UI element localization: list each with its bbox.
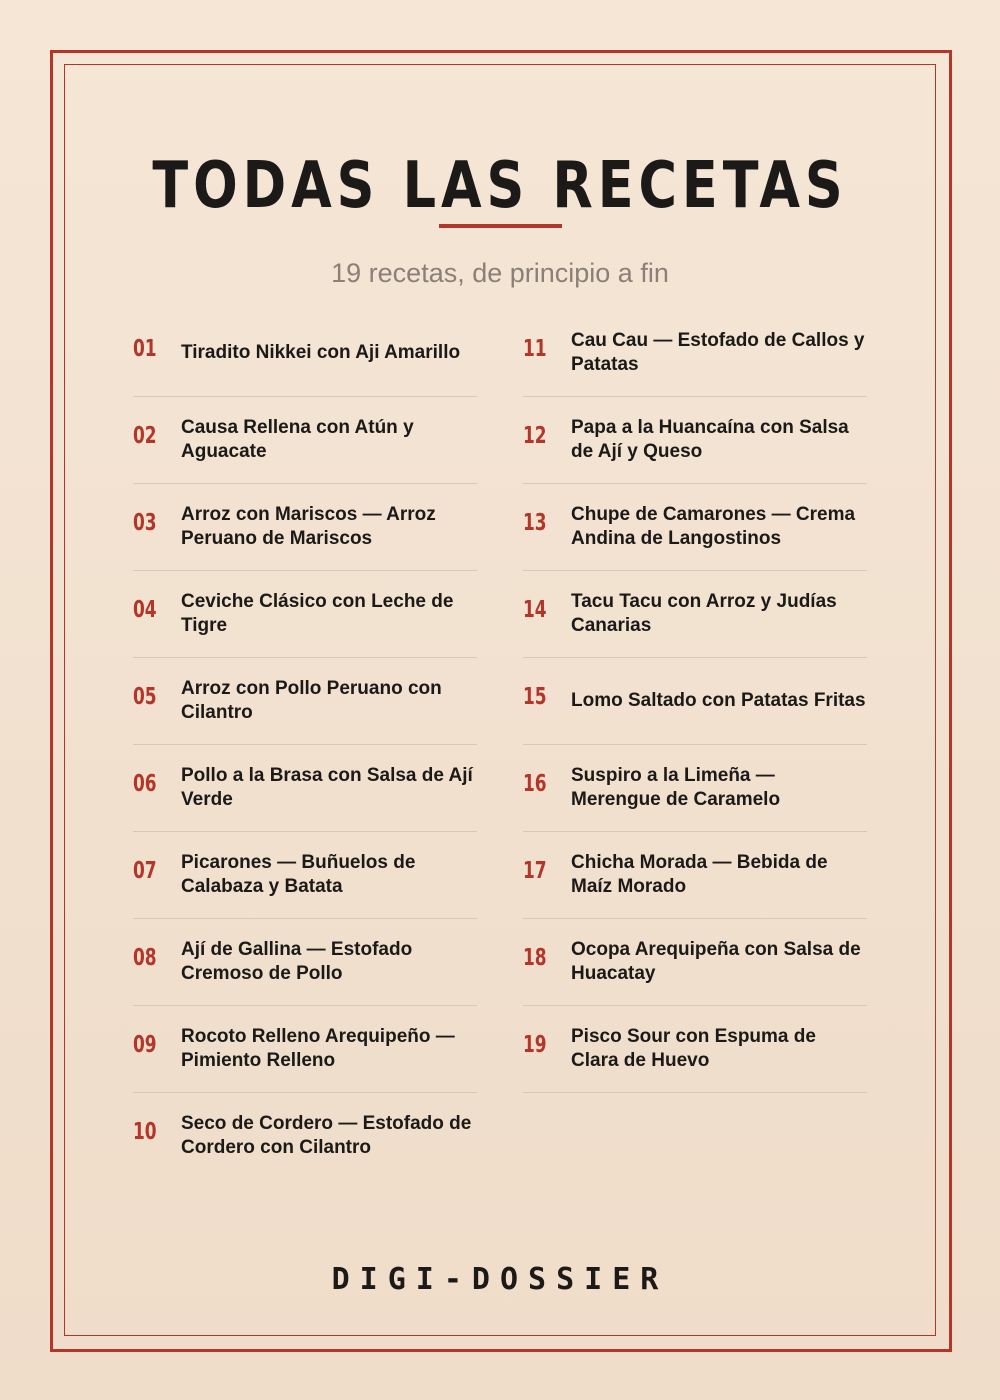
recipe-item[interactable]: [133, 658, 477, 745]
page-title: TODAS LAS RECETAS: [152, 149, 848, 223]
recipe-item[interactable]: [523, 1006, 867, 1093]
recipe-number: 08: [133, 945, 157, 971]
recipe-item[interactable]: [523, 571, 867, 658]
recipe-name: Chupe de Camarones — Crema Andina de Langostinos: [571, 504, 856, 549]
recipe-item[interactable]: [523, 484, 867, 571]
recipe-name: Cau Cau — Estofado de Callos y Patatas: [571, 330, 865, 375]
recipe-item[interactable]: [523, 310, 867, 397]
recipe-number: 03: [133, 510, 157, 536]
recipe-number: 19: [523, 1032, 547, 1058]
recipe-number: 18: [523, 945, 547, 971]
recipe-item[interactable]: [133, 310, 477, 397]
recipe-name: Ceviche Clásico con Leche de Tigre: [181, 591, 454, 636]
recipe-number: 01: [133, 336, 157, 362]
recipe-item[interactable]: [523, 658, 867, 745]
recipe-name: Tiradito Nikkei con Aji Amarillo: [181, 342, 461, 363]
recipe-number: 04: [133, 597, 157, 623]
recipe-item[interactable]: [523, 397, 867, 484]
recipe-item[interactable]: [133, 832, 477, 919]
recipe-name: Ocopa Arequipeña con Salsa de Huacatay: [571, 939, 861, 984]
recipe-number: 16: [523, 771, 547, 797]
recipe-number: 14: [523, 597, 547, 623]
recipe-name: Causa Rellena con Atún y Aguacate: [181, 417, 414, 462]
recipe-name: Ají de Gallina — Estofado Cremoso de Pollo: [181, 939, 413, 984]
recipe-name: Papa a la Huancaína con Salsa de Ají y Queso: [571, 417, 849, 462]
recipe-name: Picarones — Buñuelos de Calabaza y Batata: [181, 852, 416, 897]
recipe-number: 05: [133, 684, 157, 710]
recipe-name: Lomo Saltado con Patatas Fritas: [571, 690, 866, 711]
brand-footer: DIGI-DOSSIER: [331, 1262, 669, 1297]
recipe-item[interactable]: [133, 397, 477, 484]
recipe-name: Arroz con Pollo Peruano con Cilantro: [181, 678, 442, 723]
recipe-item[interactable]: [523, 832, 867, 919]
recipe-number: 07: [133, 858, 157, 884]
recipe-number: 17: [523, 858, 547, 884]
recipe-list-right: [523, 310, 867, 1093]
recipe-number: 11: [523, 336, 547, 362]
recipe-number: 12: [523, 423, 547, 449]
recipe-number: 15: [523, 684, 547, 710]
recipe-item[interactable]: [133, 919, 477, 1006]
recipe-name: Suspiro a la Limeña — Merengue de Caramelo: [571, 765, 781, 810]
recipe-item[interactable]: [133, 745, 477, 832]
recipe-item[interactable]: [133, 1093, 477, 1179]
recipe-number: 13: [523, 510, 547, 536]
recipe-item[interactable]: [523, 745, 867, 832]
recipe-name: Tacu Tacu con Arroz y Judías Canarias: [571, 591, 837, 636]
recipe-name: Pisco Sour con Espuma de Clara de Huevo: [571, 1026, 816, 1071]
page-subtitle: 19 recetas, de principio a fin: [331, 258, 669, 288]
recipe-item[interactable]: [523, 919, 867, 1006]
title-underline: [439, 224, 562, 228]
recipe-item[interactable]: [133, 1006, 477, 1093]
recipe-name: Arroz con Mariscos — Arroz Peruano de Mariscos: [181, 504, 436, 549]
recipe-name: Pollo a la Brasa con Salsa de Ají Verde: [181, 765, 473, 810]
recipe-name: Chicha Morada — Bebida de Maíz Morado: [571, 852, 828, 897]
recipe-number: 02: [133, 423, 157, 449]
recipe-list-left: [133, 310, 477, 1179]
recipe-item[interactable]: [133, 484, 477, 571]
recipe-item[interactable]: [133, 571, 477, 658]
recipe-number: 10: [133, 1119, 157, 1145]
recipe-number: 06: [133, 771, 157, 797]
recipe-number: 09: [133, 1032, 157, 1058]
recipe-name: Seco de Cordero — Estofado de Cordero con Cilantro: [181, 1113, 472, 1158]
recipe-name: Rocoto Relleno Arequipeño — Pimiento Relleno: [181, 1026, 455, 1071]
